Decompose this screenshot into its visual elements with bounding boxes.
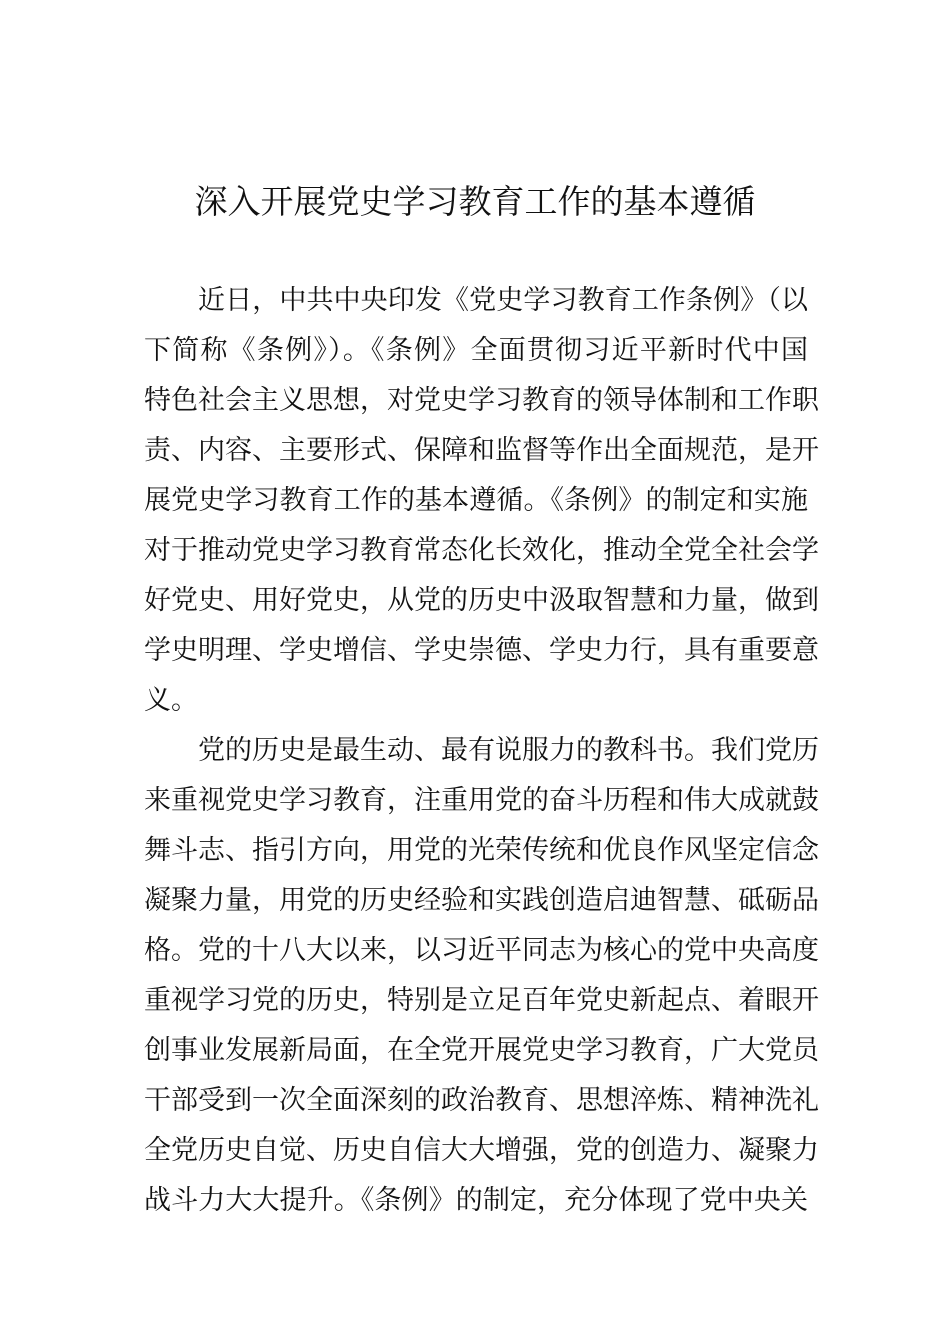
paragraph-line: 格。党的十八大以来，以习近平同志为核心的党中央高度 — [144, 935, 819, 966]
paragraph-line: 特色社会主义思想，对党史学习教育的领导体制和工作职 — [144, 385, 819, 416]
paragraph-line: 干部受到一次全面深刻的政治教育、思想淬炼、精神洗礼 — [144, 1085, 819, 1116]
paragraph-line: 展党史学习教育工作的基本遵循。《条例》的制定和实施 — [144, 485, 808, 516]
paragraph-line: 责、内容、主要形式、保障和监督等作出全面规范，是开 — [144, 435, 819, 466]
paragraph-line: 对于推动党史学习教育常态化长效化，推动全党全社会学 — [144, 535, 819, 566]
paragraph-line: 战斗力大大提升。《条例》的制定，充分体现了党中央关 — [144, 1185, 808, 1216]
paragraph-line: 义。 — [144, 685, 198, 716]
paragraph-line: 全党历史自觉、历史自信大大增强，党的创造力、凝聚力 — [144, 1135, 819, 1166]
paragraph-line: 创事业发展新局面，在全党开展党史学习教育，广大党员 — [144, 1035, 819, 1066]
paragraph-line: 舞斗志、指引方向，用党的光荣传统和优良作风坚定信念 — [144, 835, 819, 866]
paragraph-line: 重视学习党的历史，特别是立足百年党史新起点、着眼开 — [144, 985, 819, 1016]
paragraph-line: 凝聚力量，用党的历史经验和实践创造启迪智慧、砥砺品 — [144, 885, 819, 916]
document-body — [144, 276, 819, 1226]
paragraph-line: 党的历史是最生动、最有说服力的教科书。我们党历 — [198, 735, 819, 766]
paragraph-line: 下简称《条例》）。《条例》全面贯彻习近平新时代中国 — [144, 335, 808, 366]
paragraph-line: 近日，中共中央印发《党史学习教育工作条例》（以 — [198, 285, 808, 316]
paragraph-line: 学史明理、学史增信、学史崇德、学史力行，具有重要意 — [144, 635, 819, 666]
paragraph-line: 好党史、用好党史，从党的历史中汲取智慧和力量，做到 — [144, 585, 819, 616]
paragraph-line: 来重视党史学习教育，注重用党的奋斗历程和伟大成就鼓 — [144, 785, 819, 816]
document-title: 深入开展党史学习教育工作的基本遵循 — [194, 182, 756, 221]
